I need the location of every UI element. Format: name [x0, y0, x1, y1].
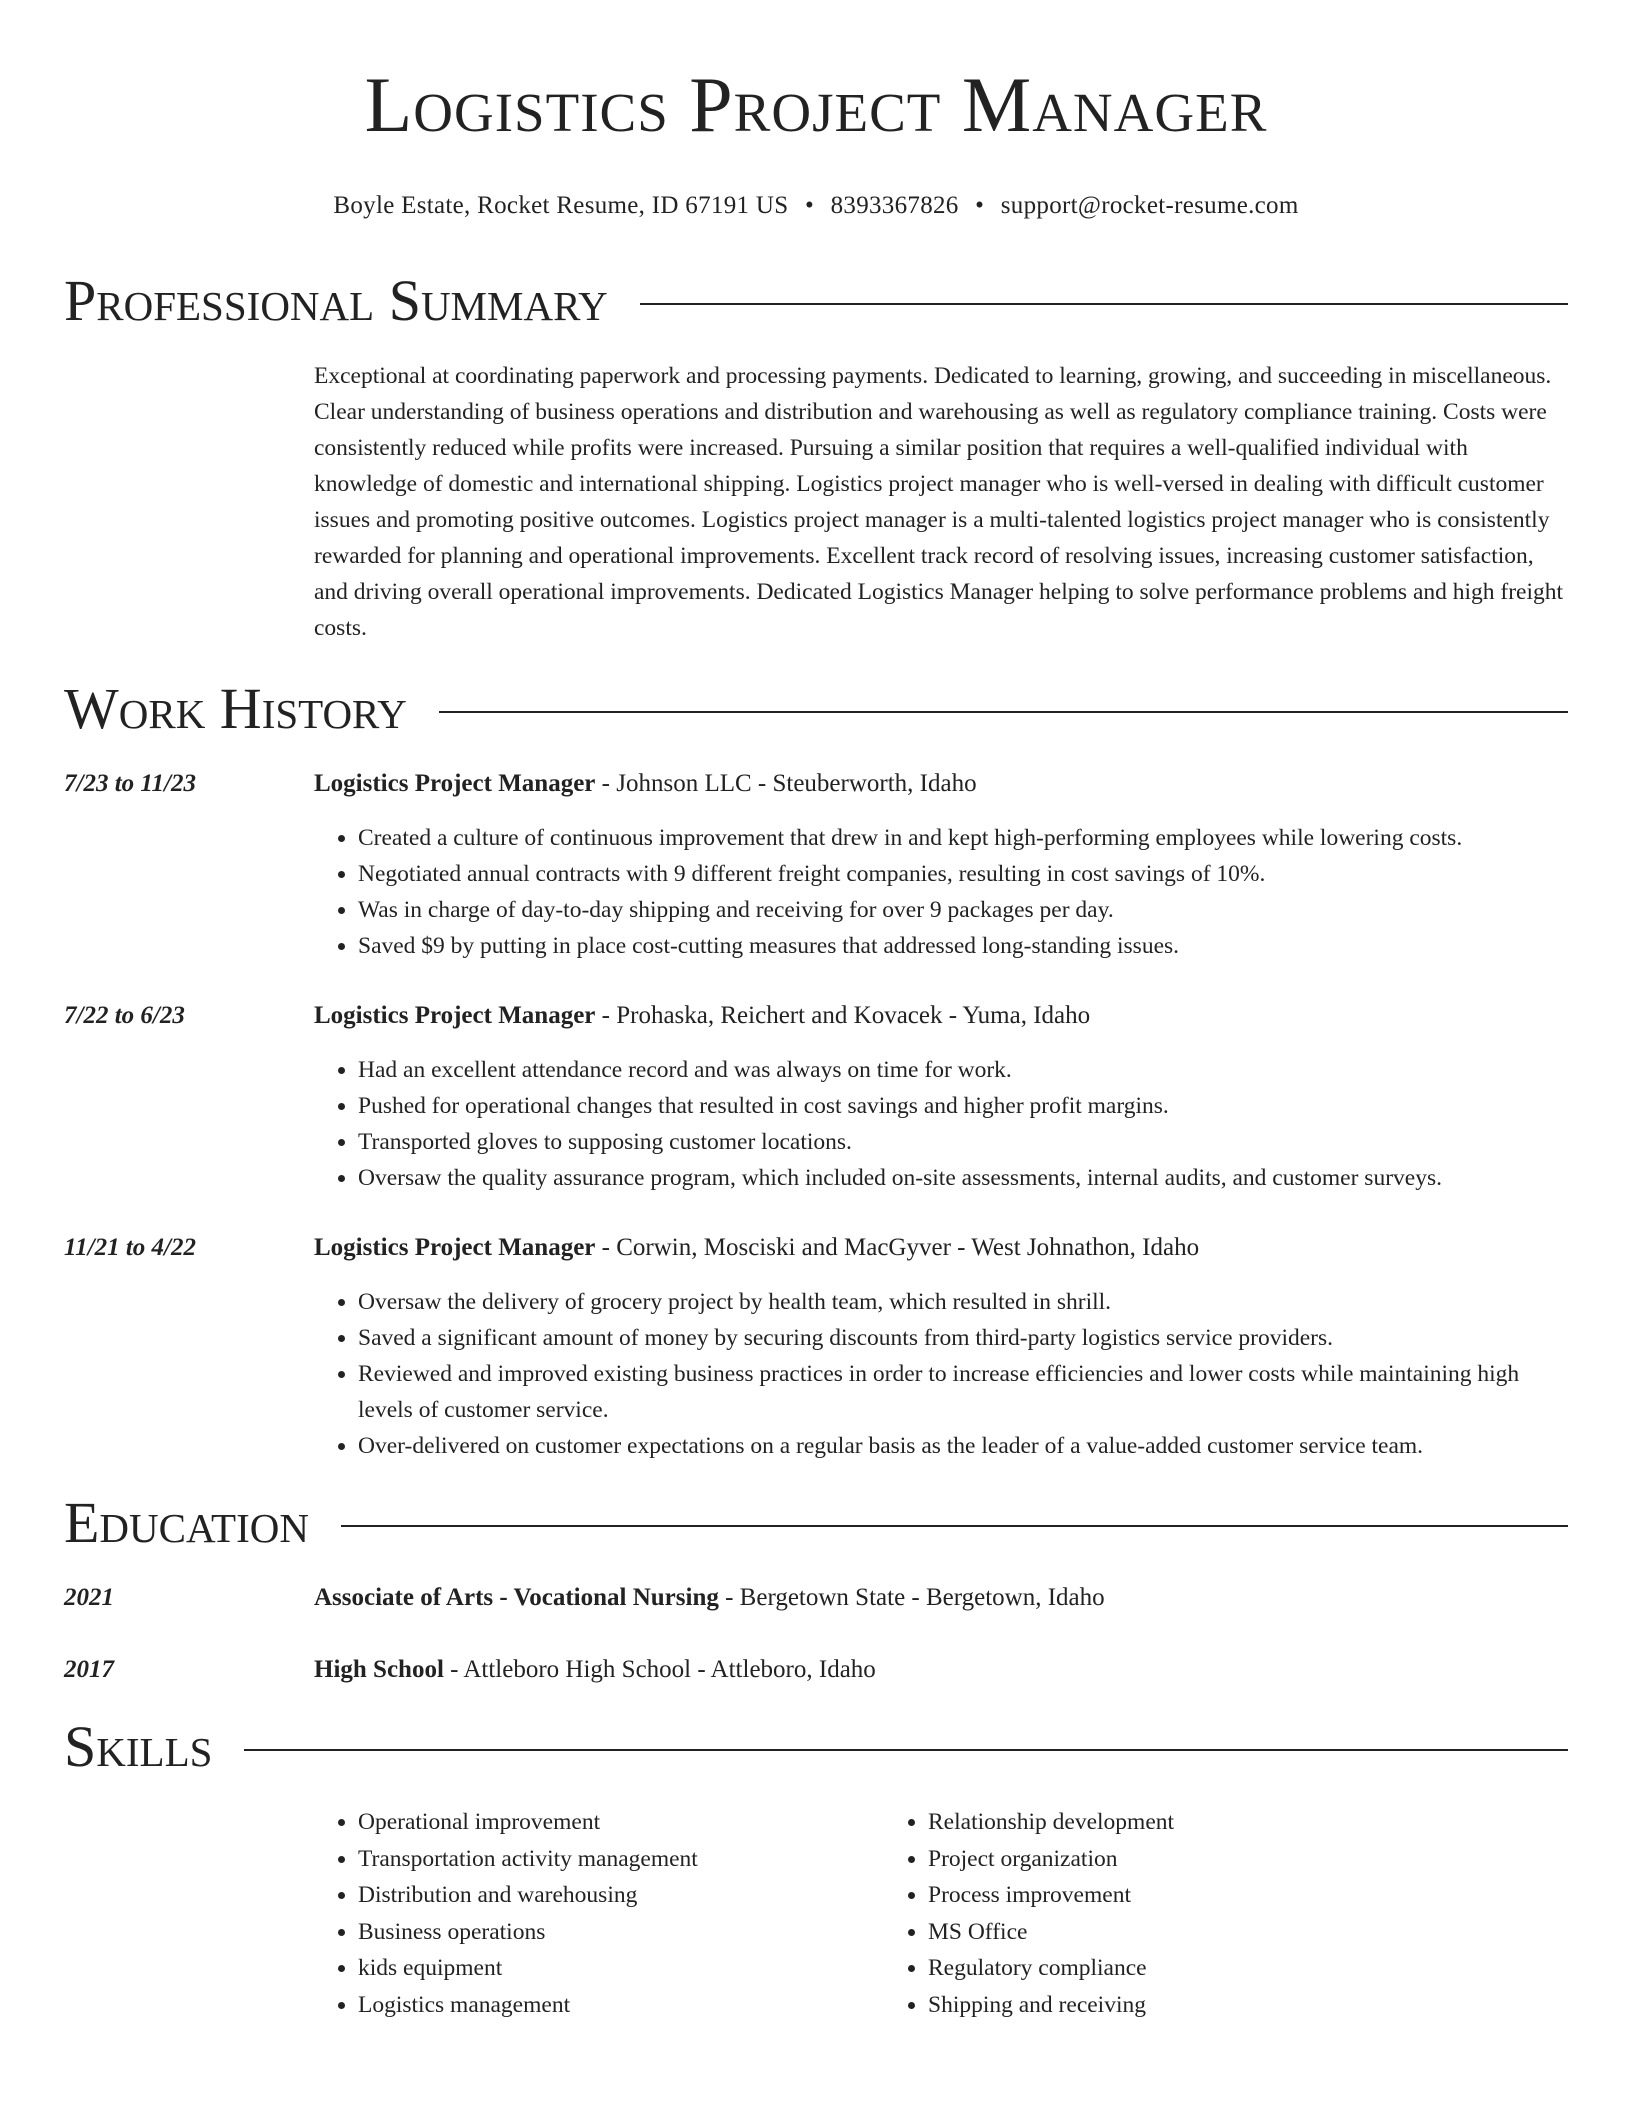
job-bullet: • Over-delivered on customer expectations on a regular basis as the leader of a value-added customer service team.: [358, 1428, 1568, 1464]
contact-separator: •: [804, 192, 815, 219]
skill-item: • Business operations: [358, 1914, 884, 1951]
skill-item: • Distribution and warehousing: [358, 1877, 884, 1914]
education-section-header: [64, 1488, 1568, 1558]
skill-item: • Shipping and receiving: [928, 1987, 1454, 2024]
job-details: - Corwin, Mosciski and MacGyver - West Johnathon, Idaho: [595, 1234, 1200, 1261]
job-heading: [314, 998, 1568, 1034]
skill-item: • Operational improvement: [358, 1804, 884, 1841]
contact-separator: •: [975, 192, 985, 219]
job-role: Logistics Project Manager: [314, 1002, 596, 1029]
job-dates: 7/23 to 11/23: [64, 770, 196, 797]
skill-item: • Relationship development: [928, 1804, 1454, 1841]
contact-email: support@rocket-resume.com: [1000, 192, 1299, 219]
skills-left-column: [314, 1804, 884, 2023]
education-heading: [314, 1652, 1568, 1688]
job-bullet: • Created a culture of continuous improvement that drew in and kept high-performing employees while lowering costs.: [358, 820, 1568, 856]
skill-item: • MS Office: [928, 1914, 1454, 1951]
skill-item: • Regulatory compliance: [928, 1950, 1454, 1987]
job-dates: 7/22 to 6/23: [64, 1002, 185, 1029]
summary-text: Exceptional at coordinating paperwork and processing payments. Dedicated to learning, growing, and succeeding in miscellaneous. Clear understanding of business operations and distribution and warehousing as well as regulatory compliance training. Costs were consistently reduced while profits were increased. Pursuing a similar position that requires a well-qualified individual with knowledge of domestic and international shipping. Logistics project manager who is well-versed in dealing with difficult customer issues and promoting positive outcomes. Logistics project manager is a multi-talented logistics project manager who is consistently rewarded for planning and operational improvements. Excellent track record of resolving issues, increasing customer satisfaction, and driving overall operational improvements. Dedicated Logistics Manager helping to solve performance problems and high freight costs.: [314, 363, 1564, 641]
summary-section-header: [64, 266, 1568, 336]
section-divider: [640, 303, 1568, 305]
skills-section-header: [64, 1712, 1568, 1782]
job-body: [314, 1230, 1568, 1464]
job-bullet: • Transported gloves to supposing customer locations.: [358, 1124, 1568, 1160]
job-bullet: • Saved $9 by putting in place cost-cutting measures that addressed long-standing issues.: [358, 928, 1568, 964]
work-section-title: Work History: [64, 676, 407, 741]
contact-address: Boyle Estate, Rocket Resume, ID 67191 US: [333, 192, 789, 219]
education-entry: [64, 1652, 1568, 1688]
job-bullet: • Saved a significant amount of money by securing discounts from third-party logistics service providers.: [358, 1320, 1568, 1356]
education-year: 2017: [64, 1656, 114, 1683]
job-bullet: • Negotiated annual contracts with 9 different freight companies, resulting in cost savings of 10%.: [358, 856, 1568, 892]
job-body: [314, 766, 1568, 964]
skills-section-title: Skills: [64, 1714, 213, 1779]
job-bullet: • Had an excellent attendance record and was always on time for work.: [358, 1052, 1568, 1088]
skill-item: • kids equipment: [358, 1950, 884, 1987]
job-heading: [314, 766, 1568, 802]
job-details: - Johnson LLC - Steuberworth, Idaho: [595, 770, 977, 797]
job-bullet: • Reviewed and improved existing business practices in order to increase efficiencies and lower costs while maintaining high levels of customer service.: [358, 1356, 1568, 1428]
job-details: - Prohaska, Reichert and Kovacek - Yuma, Idaho: [595, 1002, 1091, 1029]
contact-line: [64, 192, 1568, 220]
job-role: Logistics Project Manager: [314, 1234, 596, 1261]
education-details: - Attleboro High School - Attleboro, Idaho: [443, 1656, 876, 1683]
job-bullets: [314, 1284, 1568, 1464]
job-role: Logistics Project Manager: [314, 770, 596, 797]
job-bullet: • Oversaw the quality assurance program, which included on-site assessments, internal audits, and customer surveys.: [358, 1160, 1568, 1196]
section-divider: [341, 1525, 1568, 1527]
skills-right-column: [884, 1804, 1454, 2023]
work-history-list: [64, 766, 1568, 1464]
job-heading: [314, 1230, 1568, 1266]
job-body: [314, 998, 1568, 1196]
skill-item: • Project organization: [928, 1841, 1454, 1878]
skill-item: • Transportation activity management: [358, 1841, 884, 1878]
education-details: - Bergetown State - Bergetown, Idaho: [718, 1584, 1105, 1611]
job-entry: [64, 1230, 1568, 1464]
contact-phone: 8393367826: [830, 192, 959, 219]
education-heading: [314, 1580, 1568, 1616]
summary-section-title: Professional Summary: [64, 268, 608, 333]
section-divider: [244, 1749, 1568, 1751]
job-bullet: • Was in charge of day-to-day shipping and receiving for over 9 packages per day.: [358, 892, 1568, 928]
work-section-header: [64, 674, 1568, 744]
job-bullets: [314, 1052, 1568, 1196]
education-year: 2021: [64, 1584, 114, 1611]
job-bullets: [314, 820, 1568, 964]
skill-item: • Process improvement: [928, 1877, 1454, 1914]
education-list: [64, 1580, 1568, 1688]
job-dates: 11/21 to 4/22: [64, 1234, 196, 1261]
education-entry: [64, 1580, 1568, 1616]
education-degree: High School: [314, 1656, 444, 1683]
resume-name: Logistics Project Manager: [364, 61, 1268, 148]
education-section-title: Education: [64, 1490, 309, 1555]
skills-columns: [314, 1804, 1568, 2023]
job-bullet: • Oversaw the delivery of grocery project by health team, which resulted in shrill.: [358, 1284, 1568, 1320]
skill-item: • Logistics management: [358, 1987, 884, 2024]
education-degree: Associate of Arts - Vocational Nursing: [314, 1584, 719, 1611]
section-divider: [439, 711, 1568, 713]
job-entry: [64, 998, 1568, 1196]
job-bullet: • Pushed for operational changes that resulted in cost savings and higher profit margins.: [358, 1088, 1568, 1124]
job-entry: [64, 766, 1568, 964]
